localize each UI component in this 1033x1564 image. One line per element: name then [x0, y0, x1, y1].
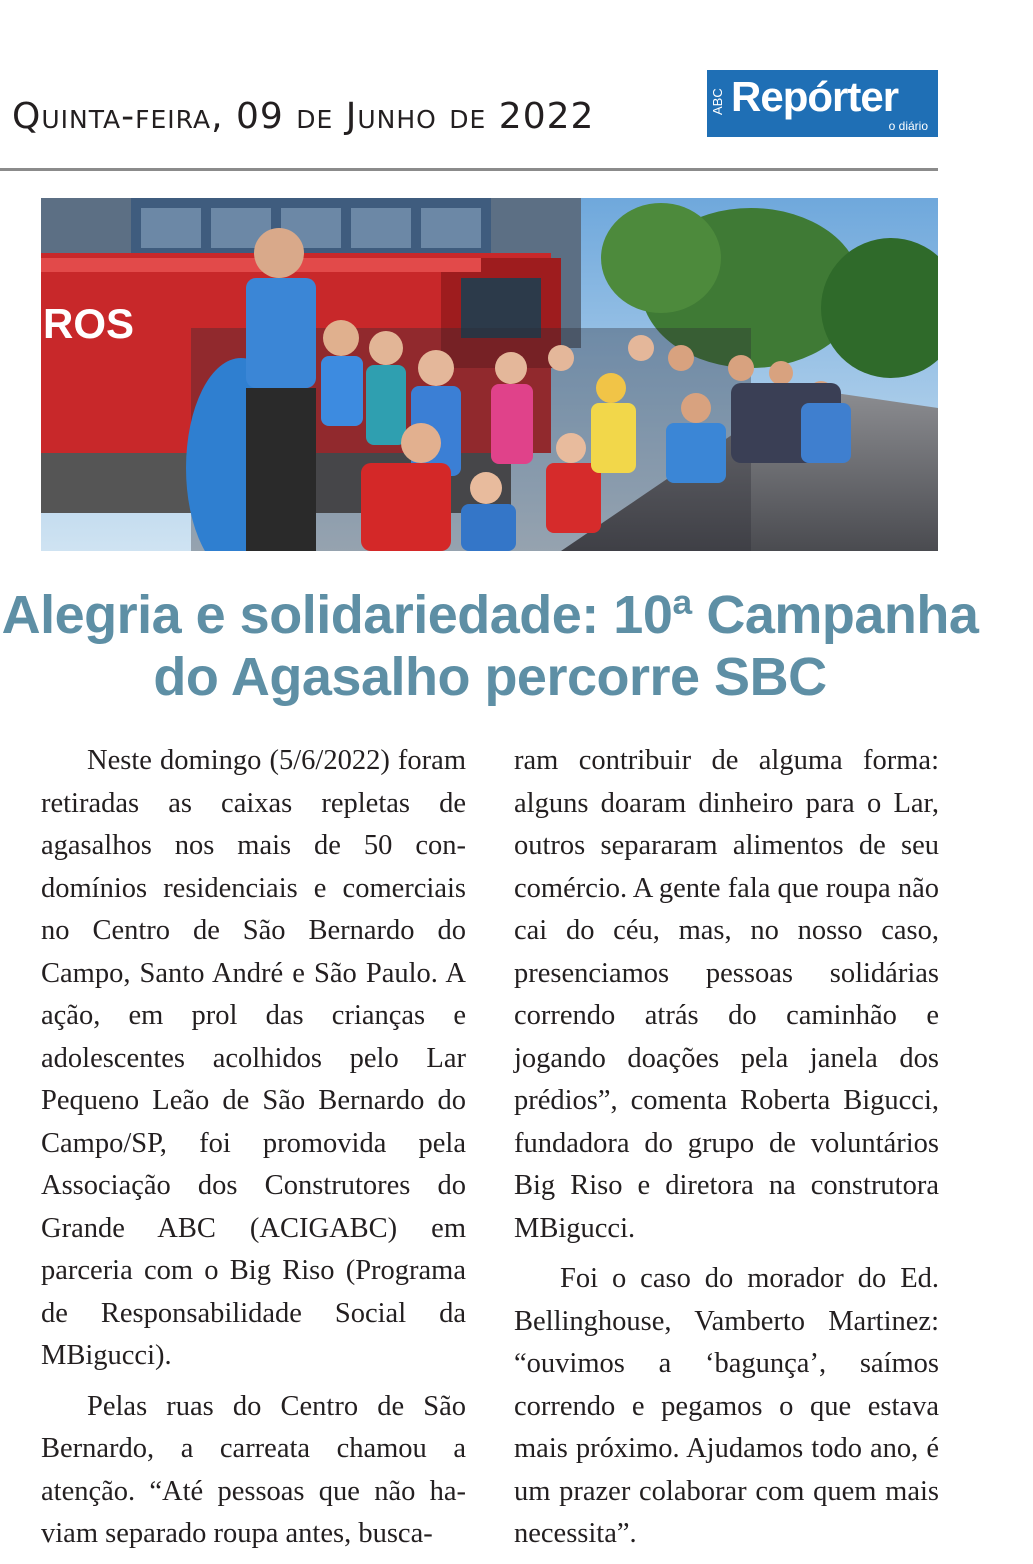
logo-name: Repórter	[731, 73, 899, 120]
article-column-right	[514, 740, 939, 1564]
article-paragraph: ram contribuir de alguma forma: alguns doaram dinheiro para o Lar, outros separaram alimentos de seu comércio. A gente fala que roupa não cai do céu, mas, no nosso caso, presenciamos pessoas solidárias correndo atrás do caminhão e jogando doações pela janela dos prédios”, comenta Roberta Bigucci, fundadora do grupo de voluntários Big Riso e diretora na construtora MBigucci.	[514, 745, 939, 1244]
article-paragraph: Neste domingo (5/6/2022) foram retiradas as caixas repletas de agasalhos nos mais de 50 condomínios residenciais e comerciais no Centro de São Bernardo do Campo, Santo André e São Paulo. A ação, em prol das crianças e adolescentes acolhidos pelo Lar Pequeno Leão de São Bernardo do Campo/SP, foi promovida pela Associação dos Construtores do Grande ABC (ACIGABC) em parceria com o Big Riso (Programa de Responsabilidade Social da MBigucci).	[41, 745, 466, 1371]
article-headline: Alegria e solidariedade: 10ª Campanha do Agasalho percorre SBC	[1, 585, 979, 707]
truck-lettering: ROS	[43, 300, 135, 347]
logo-prefix: ABC	[710, 88, 725, 116]
logo-tagline: o diário	[888, 119, 928, 133]
article-paragraph: Foi o caso do morador do Ed. Bellinghouse, Vamberto Martinez: “ouvimos a ‘bagunça’, saímos correndo e pegamos o que estava mais próximo. Ajudamos todo ano, é um prazer colaborar com quem mais necessita”.	[514, 1263, 939, 1549]
header-divider	[0, 168, 938, 171]
article-paragraph: Pelas ruas do Centro de São Bernardo, a carreata chamou a atenção. “Até pessoas que não haviam separado roupa antes, busca-	[41, 1390, 466, 1549]
newspaper-logo[interactable]	[707, 70, 938, 137]
article-photo	[41, 198, 938, 551]
issue-date: Quinta-feira, 09 de Junho de 2022	[12, 96, 595, 137]
article-column-left	[41, 740, 466, 1564]
